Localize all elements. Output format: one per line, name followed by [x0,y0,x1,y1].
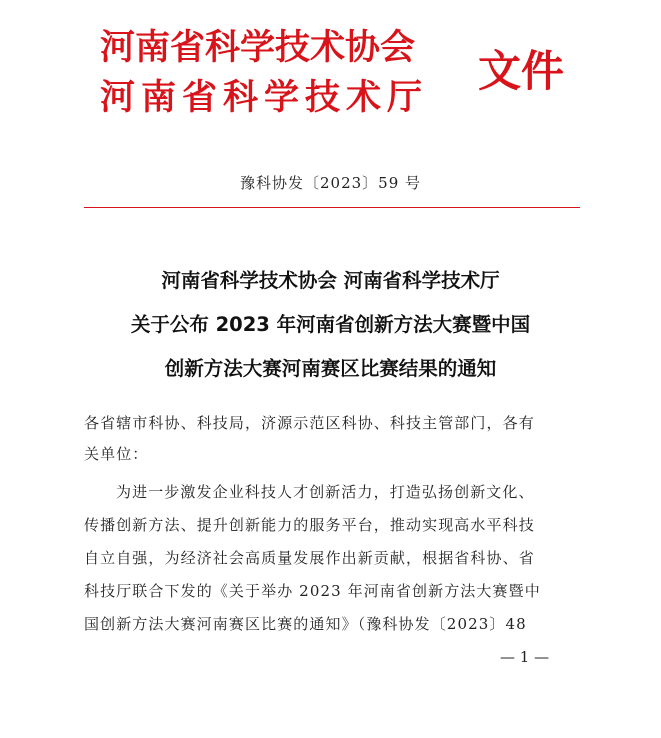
body-line: 各省辖市科协、科技局，济源示范区科协、科技主管部门，各有 [84,414,535,432]
title-line-1: 河南省科学技术协会 河南省科学技术厅 [161,269,500,292]
document-number: 豫科协发〔2023〕59 号 [239,174,422,192]
issuer-line-1: 河南省科学技术协会 [100,27,416,68]
body-line: 科技厅联合下发的《关于举办 2023 年河南省创新方法大赛暨中 [84,582,541,600]
body-line: 自立自强，为经济社会高质量发展作出新贡献，根据省科协、省 [84,549,535,567]
body-line: 传播创新方法、提升创新能力的服务平台，推动实现高水平科技 [84,516,535,534]
title-line-3: 创新方法大赛河南赛区比赛结果的通知 [164,357,497,380]
document-type-label: 文件 [478,47,564,97]
issuer-line-2: 河南省科学技术厅 [100,77,429,118]
red-divider [84,207,580,208]
body-line: 国创新方法大赛河南赛区比赛的通知》（豫科协发〔2023〕48 [84,615,527,633]
body-line: 为进一步激发企业科技人才创新活力，打造弘扬创新文化、 [116,483,535,501]
title-line-2: 关于公布 2023 年河南省创新方法大赛暨中国 [130,313,531,336]
body-line: 关单位： [84,445,149,463]
page-number: — 1 — [500,648,550,666]
